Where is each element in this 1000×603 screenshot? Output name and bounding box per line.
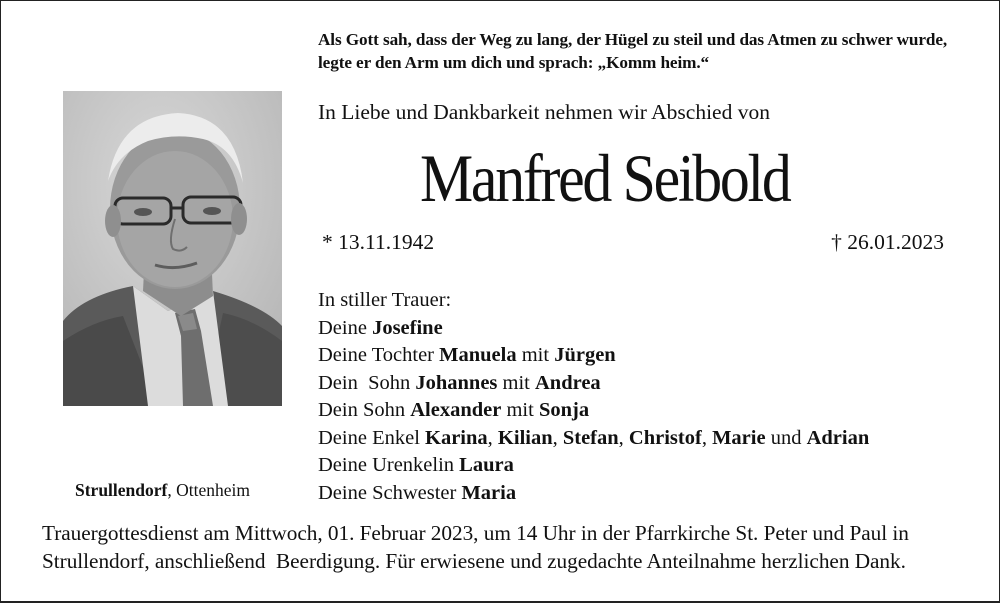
separator: , (552, 426, 563, 449)
mourner-line (318, 425, 869, 453)
connector: mit (516, 344, 555, 366)
place-rest: , Ottenheim (167, 480, 250, 500)
mourner-name: Adrian (806, 426, 870, 449)
separator: und (765, 426, 807, 449)
mourner-line (318, 480, 869, 508)
relation: Dein Sohn (318, 371, 416, 394)
portrait-illustration (63, 91, 282, 406)
separator: , (701, 426, 713, 449)
mourner-name: Josefine (372, 316, 443, 339)
mourner-name: Maria (461, 481, 517, 504)
connector: mit (501, 399, 539, 421)
relation: Deine Urenkelin (318, 454, 460, 476)
service-line-2: Strullendorf, anschließend Beerdigung. Für erwiesene und zugedachte Anteilnahme herzlichen Dank. (42, 549, 906, 573)
mourner-name: Stefan (562, 426, 619, 449)
relation: Deine (318, 316, 373, 339)
mourner-line (318, 397, 869, 425)
service-line-1: Trauergottesdienst am Mittwoch, 01. Februar 2023, um 14 Uhr in der Pfarrkirche St. Peter und Paul in (42, 521, 909, 545)
intro-text: In Liebe und Dankbarkeit nehmen wir Abschied von (318, 100, 770, 124)
quote-line-1: Als Gott sah, dass der Weg zu lang, der Hügel zu steil und das Atmen zu schwer wurde, (318, 30, 948, 49)
mourner-name: Andrea (535, 371, 601, 394)
mourner-line (318, 452, 869, 480)
death-date: † 26.01.2023 (831, 230, 944, 254)
mourner-name: Laura (459, 454, 514, 476)
funeral-service-info (42, 519, 987, 575)
separator: , (618, 426, 629, 449)
place-of-residence (75, 480, 250, 501)
relation: Dein Sohn (318, 399, 411, 421)
mourner-line (318, 315, 869, 343)
relation: Deine Schwester (318, 481, 462, 504)
relation: Deine Enkel (318, 426, 426, 449)
mourner-line (318, 342, 869, 370)
mourner-name: Sonja (538, 399, 590, 421)
mourner-line (318, 370, 869, 398)
mourner-name: Jürgen (554, 344, 616, 366)
mourner-name: Marie (712, 426, 766, 449)
mourner-name: Johannes (415, 371, 498, 394)
separator: , (487, 426, 498, 449)
mourner-name: Alexander (410, 399, 502, 421)
memorial-quote (318, 28, 958, 74)
connector: mit (497, 371, 535, 394)
mourner-name: Christof (628, 426, 702, 449)
mourner-name: Manuela (439, 344, 517, 366)
deceased-name: Manfred Seibold (420, 140, 790, 216)
mourners-heading: In stiller Trauer: (318, 289, 452, 311)
place-town: Strullendorf (75, 480, 168, 500)
quote-line-2: legte er den Arm um dich und sprach: „Komm heim.“ (318, 53, 710, 72)
mourner-name: Kilian (497, 426, 553, 449)
mourner-name: Karina (425, 426, 488, 449)
mourners-list (318, 287, 869, 507)
birth-date: * 13.11.1942 (322, 230, 435, 254)
relation: Deine Tochter (318, 344, 440, 366)
portrait-photo (63, 91, 282, 406)
